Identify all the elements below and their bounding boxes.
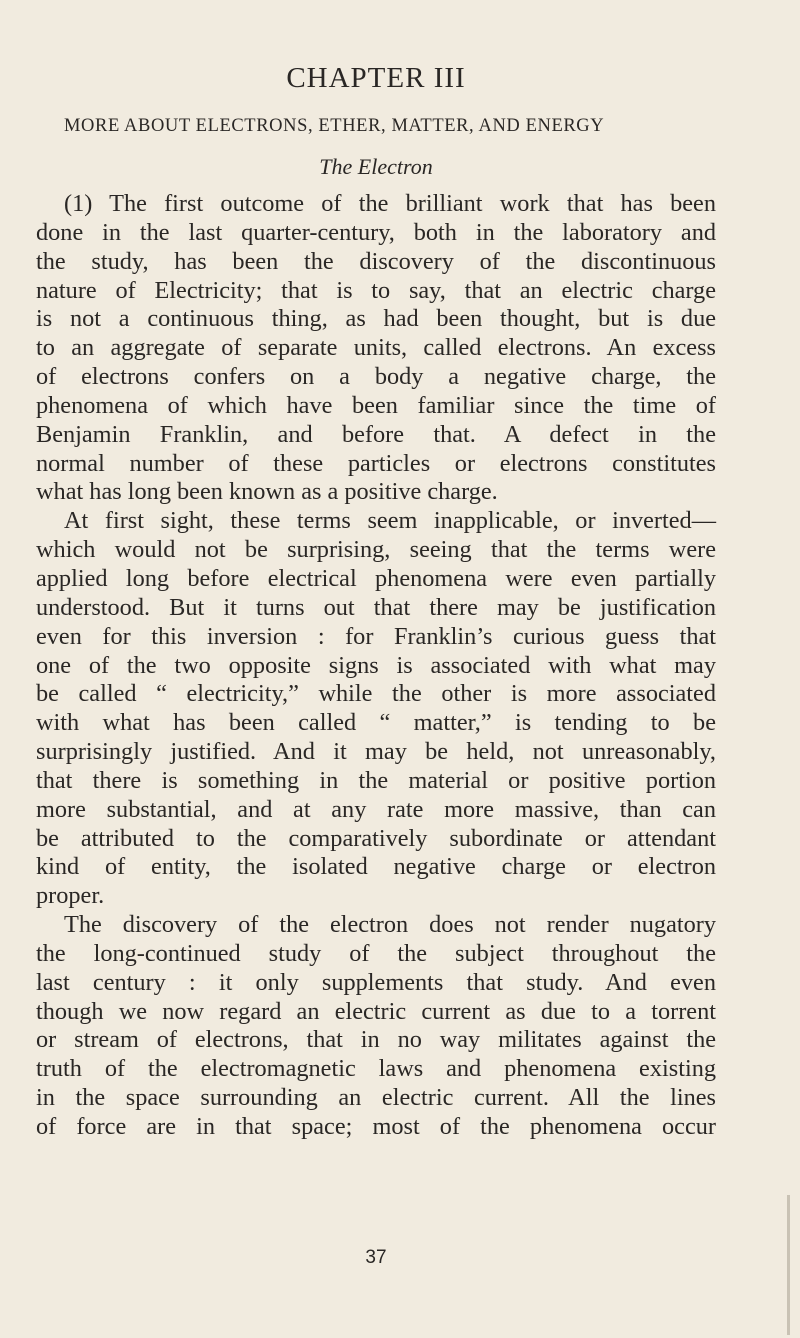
text-line: of electrons confers on a body a negative charge, the: [36, 363, 716, 391]
text-line: even for this inversion : for Franklin’s curious guess that: [36, 622, 716, 650]
text-line: truth of the electromagnetic laws and phenomena existing: [36, 1055, 716, 1083]
body-text: [36, 190, 716, 1142]
page-edge-mark: [787, 1195, 790, 1335]
text-line: (1) The first outcome of the brilliant work that has been: [64, 190, 716, 217]
text-line: kind of entity, the isolated negative charge or electron: [36, 853, 716, 881]
chapter-title: CHAPTER III: [286, 62, 466, 94]
text-line: be called “ electricity,” while the other is more associated: [36, 680, 716, 708]
text-line: At first sight, these terms seem inapplicable, or inverted—: [64, 507, 716, 535]
text-line: in the space surrounding an electric current. All the lines: [36, 1084, 716, 1112]
text-line: the study, has been the discovery of the discontinuous: [36, 247, 716, 275]
text-line: be attributed to the comparatively subordinate or attendant: [36, 824, 716, 852]
text-line: more substantial, and at any rate more massive, than can: [36, 795, 716, 823]
text-line: what has long been known as a positive charge.: [36, 478, 498, 506]
text-line: is not a continuous thing, as had been thought, but is due: [36, 305, 716, 333]
text-line: with what has been called “ matter,” is tending to be: [36, 709, 716, 737]
subsection-heading: The Electron: [319, 154, 433, 179]
text-line: applied long before electrical phenomena were even partially: [36, 564, 716, 592]
page-number: 37: [365, 1247, 387, 1268]
text-line: done in the last quarter-century, both in the laboratory and: [36, 218, 716, 246]
text-line: one of the two opposite signs is associated with what may: [36, 651, 716, 679]
text-line: that there is something in the material or positive portion: [36, 766, 716, 794]
text-line: which would not be surprising, seeing that the terms were: [36, 536, 716, 564]
text-line: to an aggregate of separate units, called electrons. An excess: [36, 334, 716, 362]
section-heading: MORE ABOUT ELECTRONS, ETHER, MATTER, AND ENERGY: [64, 116, 605, 136]
text-line: phenomena of which have been familiar since the time of: [36, 391, 716, 419]
text-line: the long-continued study of the subject throughout the: [36, 939, 716, 967]
text-line: proper.: [36, 882, 105, 910]
text-line: last century : it only supplements that study. And even: [36, 968, 716, 996]
text-line: or stream of electrons, that in no way militates against the: [36, 1026, 716, 1054]
text-line: of force are in that space; most of the phenomena occur: [36, 1113, 716, 1140]
text-line: nature of Electricity; that is to say, that an electric charge: [36, 276, 716, 304]
text-line: understood. But it turns out that there may be justification: [36, 593, 716, 621]
text-line: surprisingly justified. And it may be held, not unreasonably,: [36, 738, 716, 766]
text-line: though we now regard an electric current as due to a torrent: [36, 997, 716, 1025]
book-page: [36, 0, 716, 1338]
text-line: The discovery of the electron does not render nugatory: [64, 911, 716, 939]
text-line: normal number of these particles or electrons constitutes: [36, 449, 716, 477]
text-line: Benjamin Franklin, and before that. A defect in the: [36, 420, 716, 448]
